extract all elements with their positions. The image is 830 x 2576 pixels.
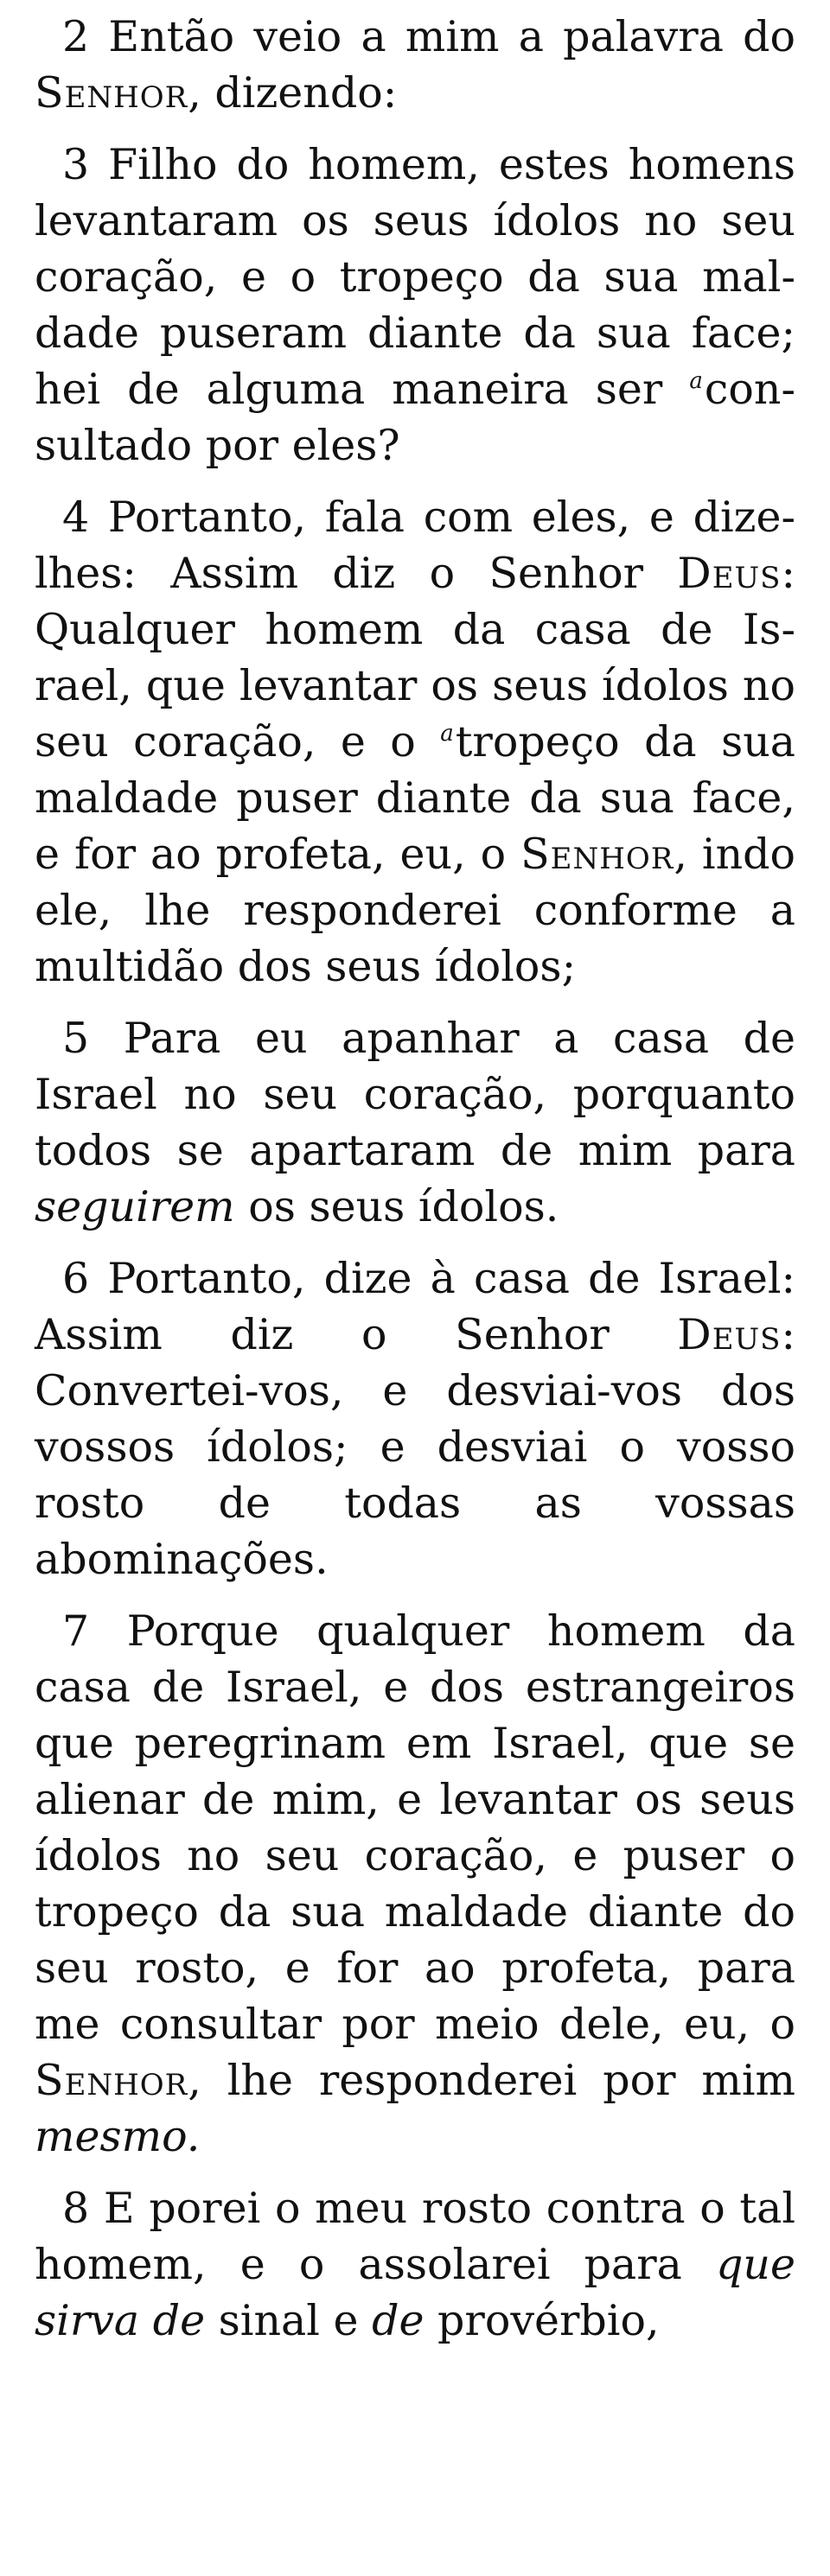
divine-name: Senhor: [35, 68, 188, 118]
verse-text: Filho do homem, estes homens levantaram os seus ídolos no seu coração, e o tropeço da sua maldade puseram diante da sua face; hei de alguma maneira ser: [35, 140, 796, 414]
verse-text: os seus ídolos.: [234, 1182, 559, 1231]
verse-text: E porei o meu rosto contra o tal homem, e o assolarei para: [35, 2184, 796, 2289]
verse-v8: [35, 2180, 795, 2349]
verse-v7: [35, 1603, 795, 2165]
verse-v5: [35, 1010, 795, 1235]
verse-text: : Qualquer homem da casa de Israel, que levantar os seus ídolos no seu coração, e o: [35, 549, 795, 766]
divine-name: Senhor: [35, 2056, 188, 2105]
footnote-marker: a: [689, 368, 703, 394]
verse-v4: [35, 489, 795, 995]
verse-v6: [35, 1250, 795, 1587]
verse-number: 5: [62, 1014, 90, 1063]
verse-text: : Convertei-vos, e desviai-vos dos vossos ídolos; e desviai o vosso rosto de todas as vossas abominações.: [35, 1310, 795, 1584]
verse-number: 3: [62, 140, 90, 189]
verse-number: 2: [62, 12, 90, 61]
verse-text: Porque qualquer homem da casa de Israel, e dos estrangeiros que peregrinam em Israel, que se alienar de mim, e levantar os seus ídolos no seu coração, e puser o tropeço da sua maldade diante do seu rosto, e for ao profeta, para me consultar por meio dele, eu, o: [35, 1606, 796, 2049]
verse-text: sinal e: [205, 2296, 373, 2345]
italic-text: mesmo.: [35, 2112, 201, 2161]
divine-name: Senhor: [520, 830, 674, 879]
verse-v3: [35, 137, 795, 474]
verse-text: Para eu apanhar a casa de Israel no seu coração, porquanto todos se apartaram de mim para: [35, 1014, 796, 1175]
verse-text: , lhe responderei por mim: [188, 2056, 795, 2105]
divine-name: Deus: [677, 549, 782, 598]
verse-number: 8: [62, 2184, 90, 2233]
verse-text: Portanto, dize à casa de Israel: Assim diz o Senhor: [35, 1254, 795, 1359]
verse-text: Então veio a mim a palavra do: [108, 12, 796, 61]
verse-number: 7: [62, 1606, 90, 1656]
verse-text: , dizendo:: [188, 68, 398, 118]
verse-text: provérbio,: [424, 2296, 660, 2345]
verse-text: consultado por eles?: [35, 365, 795, 470]
verse-number: 4: [62, 493, 90, 542]
italic-text: de: [372, 2296, 425, 2345]
verse-text: Portanto, fala com eles, e dize-lhes: Assim diz o Senhor: [35, 493, 796, 598]
verse-number: 6: [62, 1254, 90, 1303]
footnote-marker: a: [440, 721, 454, 747]
verse-text: , indo ele, lhe responderei conforme a multidão dos seus ídolos;: [35, 830, 795, 991]
verse-text: tropeço da sua maldade puser diante da sua face, e for ao profeta, eu, o: [35, 717, 795, 879]
scripture-page: [35, 9, 795, 2364]
verse-v2: [35, 9, 795, 121]
italic-text: seguirem: [35, 1182, 235, 1231]
italic-text: que sirva de: [35, 2240, 795, 2345]
divine-name: Deus: [677, 1310, 782, 1359]
